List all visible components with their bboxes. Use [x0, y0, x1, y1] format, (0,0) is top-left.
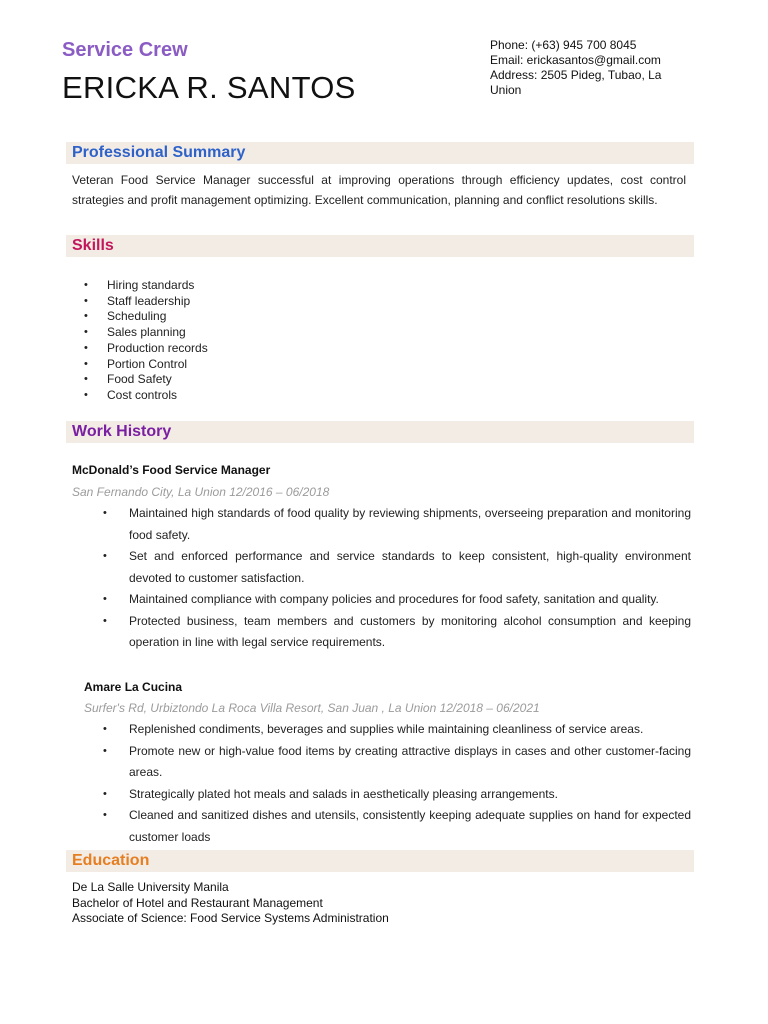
job-duty-item: • Set and enforced performance and service standards to keep consistent, high-quality environment devoted to customer satisfaction. [103, 546, 691, 589]
skill-item: • Staff leadership [72, 294, 208, 310]
education-degree: Bachelor of Hotel and Restaurant Management [72, 895, 323, 910]
job-location-dates: Surfer's Rd, Urbiztondo La Roca Villa Resort, San Juan , La Union 12/2018 – 06/2021 [84, 701, 540, 715]
contact-phone: Phone: (+63) 945 700 8045 [490, 38, 637, 52]
job-duty-item: • Protected business, team members and customers by monitoring alcohol consumption and keeping operation in line with legal service requirements. [103, 611, 691, 654]
contact-block [490, 38, 690, 98]
job-duties-list [103, 719, 691, 848]
skills-list [72, 278, 208, 404]
job-duty-item: • Maintained compliance with company policies and procedures for food safety, sanitation and quality. [103, 589, 691, 611]
contact-address-line1: Address: 2505 Pideg, Tubao, La [490, 68, 662, 82]
education-block [72, 880, 389, 927]
section-header-education [66, 850, 694, 872]
job-duty-item: • Promote new or high-value food items by creating attractive displays in cases and other customer-facing areas. [103, 741, 691, 784]
skill-item: • Food Safety [72, 372, 208, 388]
section-header-summary [66, 142, 694, 164]
contact-email: Email: erickasantos@gmail.com [490, 53, 661, 67]
skill-item: • Cost controls [72, 388, 208, 404]
contact-address-line2: Union [490, 83, 522, 97]
job-location-dates: San Fernando City, La Union 12/2016 – 06/2018 [72, 485, 330, 499]
summary-text: Veteran Food Service Manager successful at improving operations through efficiency updates, cost control strategies and profit management optimizing. Excellent communication, planning and conflict resolutions skills. [72, 173, 686, 207]
job-title: Service Crew [62, 39, 188, 61]
skill-item: • Production records [72, 341, 208, 357]
job-employer: McDonald’s Food Service Manager [72, 463, 271, 477]
section-title-skills: Skills [72, 237, 114, 254]
skill-item: • Sales planning [72, 325, 208, 341]
job-duty-item: • Strategically plated hot meals and salads in aesthetically pleasing arrangements. [103, 784, 691, 806]
job-duty-item: • Maintained high standards of food quality by reviewing shipments, overseeing preparation and monitoring food safety. [103, 503, 691, 546]
section-header-work [66, 421, 694, 443]
section-header-skills [66, 235, 694, 257]
education-school: De La Salle University Manila [72, 880, 229, 894]
job-duties-list [103, 503, 691, 654]
candidate-name: ERICKA R. SANTOS [62, 70, 356, 105]
job-duty-item: • Replenished condiments, beverages and supplies while maintaining cleanliness of service areas. [103, 719, 691, 741]
section-title-education: Education [72, 852, 150, 869]
job-duty-item: • Cleaned and sanitized dishes and utensils, consistently keeping adequate supplies on hand for expected customer loads [103, 805, 691, 848]
skill-item: • Hiring standards [72, 278, 208, 294]
job-employer: Amare La Cucina [84, 680, 183, 694]
skill-item: • Scheduling [72, 309, 208, 325]
skill-item: • Portion Control [72, 357, 208, 373]
section-title-summary: Professional Summary [72, 144, 246, 161]
header [62, 38, 356, 106]
education-associate: Associate of Science: Food Service Systems Administration [72, 911, 389, 925]
section-title-work: Work History [72, 423, 172, 440]
